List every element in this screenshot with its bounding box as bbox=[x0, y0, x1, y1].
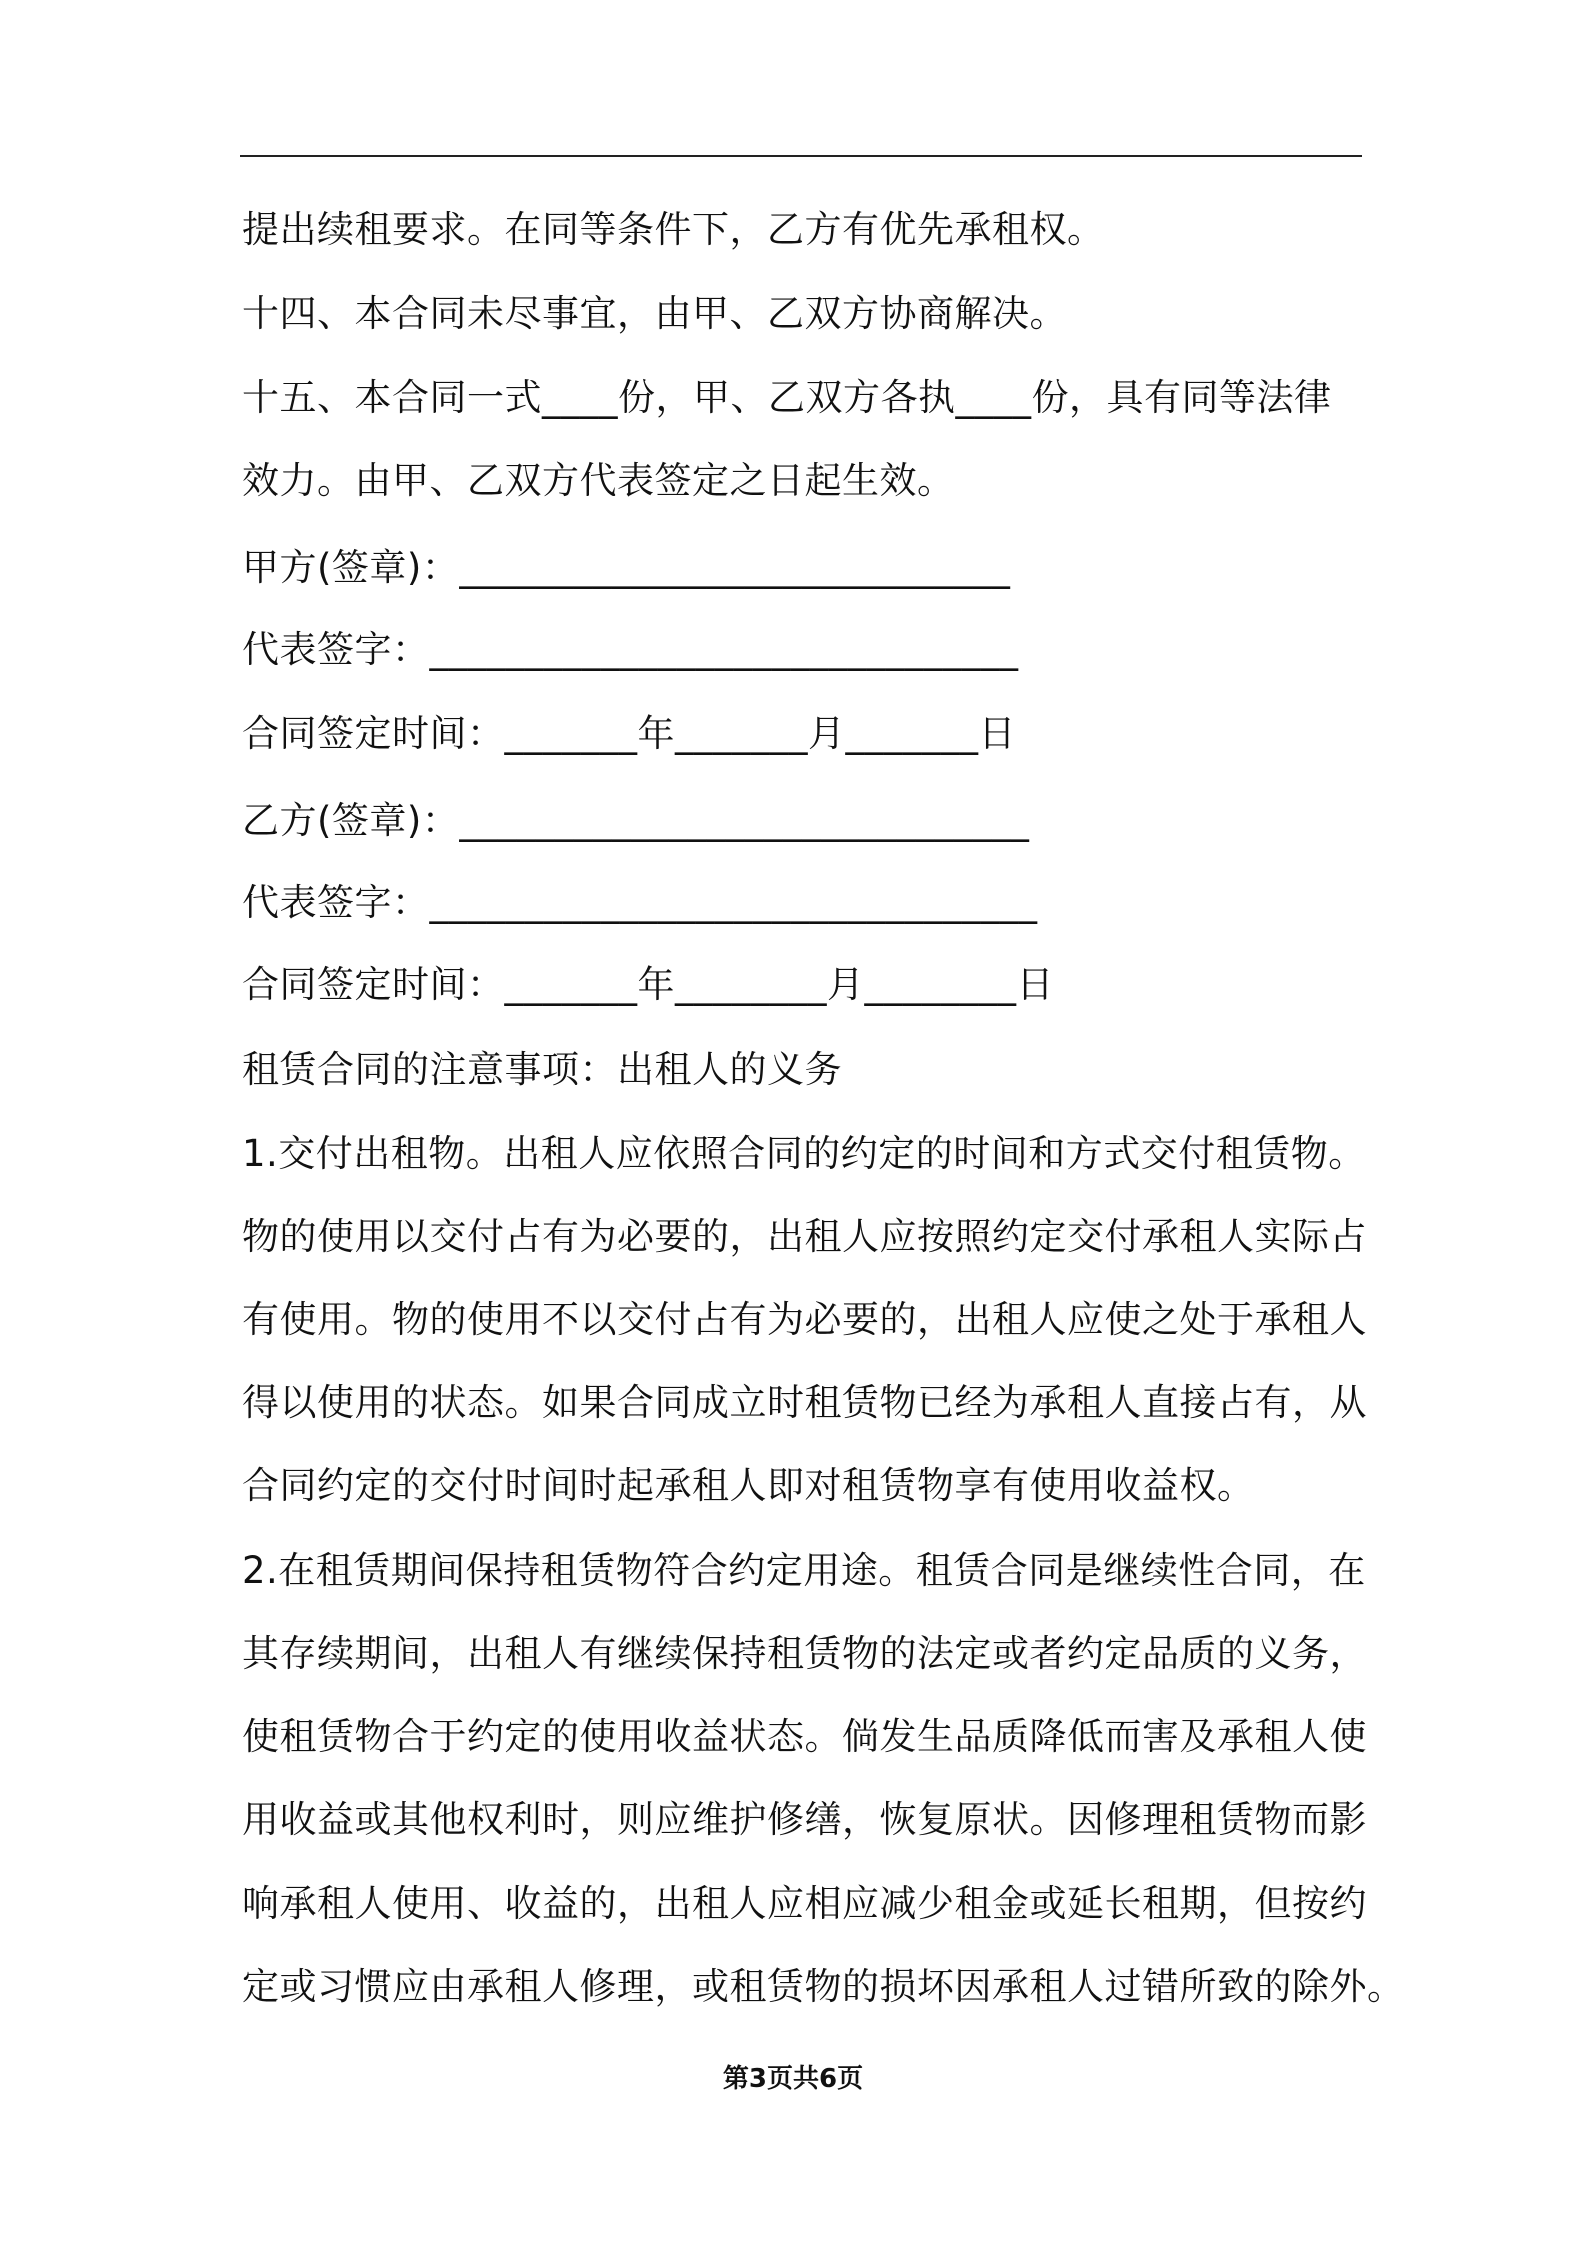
text-line: 提出续租要求。在同等条件下，乙方有优先承租权。 bbox=[242, 208, 1105, 251]
text-line: 其存续期间，出租人有继续保持租赁物的法定或者约定品质的义务， bbox=[242, 1632, 1367, 1675]
clause-14: 十四、本合同未尽事宜，由甲、乙双方协商解决。 bbox=[242, 292, 1067, 335]
party-a-signature-field: 甲方(签章)：_____________________________ bbox=[242, 546, 1011, 589]
text-line: 定或习惯应由承租人修理，或租赁物的损坏因承租人过错所致的除外。 bbox=[242, 1965, 1405, 2008]
item-1: 1.交付出租物。出租人应依照合同的约定的时间和方式交付租赁物。 bbox=[242, 1132, 1366, 1175]
party-b-representative-field: 代表签字：________________________________ bbox=[242, 881, 1038, 924]
text-line: 响承租人使用、收益的，出租人应相应减少租金或延长租期，但按约 bbox=[242, 1882, 1367, 1925]
text-line: 效力。由甲、乙双方代表签定之日起生效。 bbox=[242, 459, 955, 502]
text-line: 有使用。物的使用不以交付占有为必要的，出租人应使之处于承租人 bbox=[242, 1298, 1367, 1341]
header-rule bbox=[240, 155, 1362, 157]
text-line: 用收益或其他权利时，则应维护修缮，恢复原状。因修理租赁物而影 bbox=[242, 1798, 1367, 1841]
item-2: 2.在租赁期间保持租赁物符合约定用途。租赁合同是继续性合同，在 bbox=[242, 1549, 1366, 1592]
page-number: 第3页共6页 bbox=[722, 2064, 864, 2094]
text-line: 得以使用的状态。如果合同成立时租赁物已经为承租人直接占有，从 bbox=[242, 1381, 1367, 1424]
clause-15: 十五、本合同一式____份，甲、乙双方各执____份，具有同等法律 bbox=[242, 376, 1332, 419]
party-a-date-field: 合同签定时间：_______年_______月_______日 bbox=[242, 712, 1016, 755]
text-line: 使租赁物合于约定的使用收益状态。倘发生品质降低而害及承租人使 bbox=[242, 1715, 1367, 1758]
text-line: 合同约定的交付时间时起承租人即对租赁物享有使用收益权。 bbox=[242, 1464, 1255, 1507]
section-heading: 租赁合同的注意事项：出租人的义务 bbox=[242, 1048, 842, 1091]
party-b-signature-field: 乙方(签章)：______________________________ bbox=[242, 799, 1030, 842]
party-a-representative-field: 代表签字：_______________________________ bbox=[242, 628, 1019, 671]
text-line: 物的使用以交付占有为必要的，出租人应按照约定交付承租人实际占 bbox=[242, 1215, 1367, 1258]
party-b-date-field: 合同签定时间：_______年________月________日 bbox=[242, 963, 1054, 1006]
